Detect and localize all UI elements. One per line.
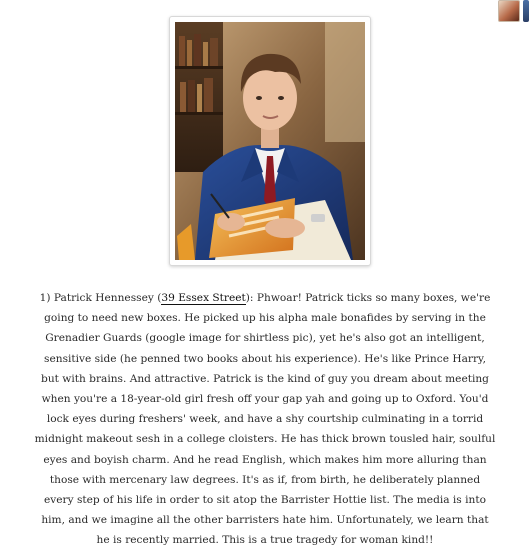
post-intro: 1) Patrick Hennessey (	[39, 292, 162, 304]
post-body	[34, 288, 496, 551]
chambers-link[interactable]: 39 Essex Street	[161, 292, 246, 304]
user-avatars	[498, 0, 529, 22]
photo-illustration	[175, 22, 365, 260]
post-body-text: ): Phwoar! Patrick ticks so many boxes, we're going to need new boxes. He picked up his alpha male bonafides by serving in the Grenadier Guards (google image for shirtless pic), yet he's also got an intelligent, sensitive side (he penned two books about his experience). He's like Prince Harry, but with brains. And attractive. Patrick is the kind of guy you dream about meeting when you're a 18-year-old girl fresh off your gap yah and going up to Oxford. You'd lock eyes during freshers' week, and have a shy courtship culminating in a torrid midnight makeout sesh in a college cloisters. He has thick brown tousled hair, soulful eyes and boyish charm. And he read English, which makes him more alluring than those with mercenary law degrees. It's as if, from birth, he deliberately planned every step of his life in order to sit atop the Barrister Hottie list. The media is into him, and we imagine all the other barristers hate him. Unfortunately, we learn that he is recently married. This is a true tragedy for woman kind!!	[34, 292, 496, 547]
post-photo	[175, 22, 365, 260]
avatar[interactable]	[523, 0, 529, 22]
photo-frame	[169, 16, 371, 266]
avatar[interactable]	[498, 0, 520, 22]
